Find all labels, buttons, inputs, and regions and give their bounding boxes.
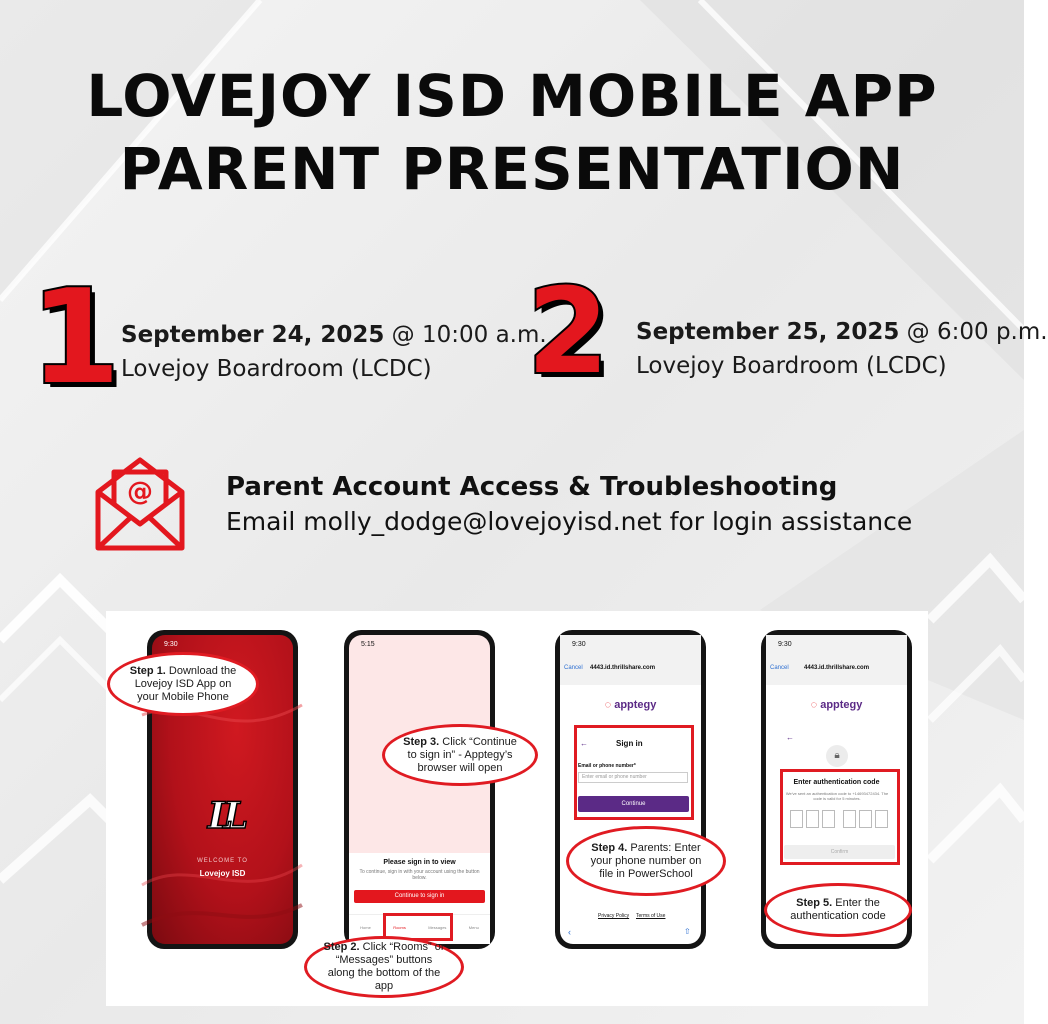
step-1-text: Download the Lovejoy ISD App on your Mobile Phone xyxy=(134,664,237,703)
title-line-1: LOVEJOY ISD MOBILE APP xyxy=(86,62,938,130)
step-4-label: Step 4. xyxy=(591,841,628,854)
step-3-text: Click “Continue to sign in” - Apptegy’s browser will open xyxy=(407,735,517,774)
session-1-time: @ 10:00 a.m. xyxy=(384,322,547,348)
back-arrow-icon-2[interactable]: ← xyxy=(786,733,794,742)
email-envelope-icon xyxy=(94,452,186,552)
step-4-callout xyxy=(566,826,726,896)
auth-code-heading: Enter authentication code xyxy=(793,779,880,786)
tab-home[interactable]: Home xyxy=(360,924,371,930)
tab-menu[interactable]: Menu xyxy=(468,924,479,930)
confirm-button[interactable]: Confirm xyxy=(784,845,895,859)
step-5-text: Enter the authentication code xyxy=(790,897,886,922)
apptegy-brand-text: apptegy xyxy=(614,699,657,711)
session-1-location: Lovejoy Boardroom (LCDC) xyxy=(121,356,432,382)
step-2-text: Click “Rooms” or “Messages” buttons along the bottom of the app xyxy=(327,941,445,992)
auth-code-description: We've sent an authentication code to +14693472434. The code is valid for 5 minutes. xyxy=(785,791,889,801)
steps-panel xyxy=(106,611,928,1006)
signin-heading: Please sign in to view xyxy=(383,859,456,866)
phone-2-screen xyxy=(349,635,490,944)
apptegy-logo-icon-2: ◌ xyxy=(810,699,818,711)
session-1-details xyxy=(121,318,547,386)
share-icon[interactable]: ⇧ xyxy=(684,927,691,936)
signin-highlight xyxy=(574,725,694,820)
continue-to-sign-in-button[interactable]: Continue to sign in xyxy=(354,890,485,903)
phone-2-time: 5:15 xyxy=(361,641,375,648)
terms-of-use-link[interactable]: Terms of Use xyxy=(636,913,666,919)
field-label: Email or phone number* xyxy=(578,763,636,769)
title-line-2: PARENT PRESENTATION xyxy=(119,135,905,203)
session-2-time: @ 6:00 p.m. xyxy=(899,319,1048,345)
step-2-label: Step 2. xyxy=(323,941,360,953)
session-2-date: September 25, 2025 xyxy=(636,319,900,345)
step-5-callout xyxy=(764,883,912,937)
step-3-label: Step 3. xyxy=(403,735,440,748)
tab-messages[interactable]: Messages xyxy=(428,924,447,930)
step-4-text: Parents: Enter your phone number on file in PowerSchool xyxy=(590,841,702,880)
auth-code-highlight xyxy=(780,769,900,865)
session-1-number: 1 xyxy=(30,261,121,413)
back-arrow-icon[interactable]: ← xyxy=(580,739,588,748)
signin-subtext: To continue, sign in with your account using the button below. xyxy=(359,869,480,881)
phone-1-time: 9:30 xyxy=(164,641,178,648)
phone-2 xyxy=(344,630,495,949)
continue-button[interactable]: Continue xyxy=(578,796,689,812)
contact-heading: Parent Account Access & Troubleshooting xyxy=(226,472,838,502)
email-or-phone-input[interactable]: Enter email or phone number xyxy=(578,772,688,783)
browser-cancel[interactable]: Cancel xyxy=(564,665,583,671)
browser-back-icon[interactable]: ‹ xyxy=(568,927,571,937)
session-2-details xyxy=(636,315,1048,383)
step-1-label: Step 1. xyxy=(129,664,166,677)
welcome-label: WELCOME TO xyxy=(197,858,248,864)
phone-3-time: 9:30 xyxy=(572,641,586,648)
step-3-callout xyxy=(382,724,538,786)
privacy-policy-link[interactable]: Privacy Policy xyxy=(598,913,630,919)
phone-4-time: 9:30 xyxy=(778,641,792,648)
session-2-number: 2 xyxy=(527,262,610,400)
app-name: Lovejoy ISD xyxy=(199,869,246,878)
browser-url-2: 4443.id.thrillshare.com xyxy=(804,665,870,671)
session-2-location: Lovejoy Boardroom (LCDC) xyxy=(636,353,947,379)
step-5-label: Step 5. xyxy=(796,897,833,909)
lovejoy-logo: LL xyxy=(207,795,239,837)
svg-text:@: @ xyxy=(127,477,153,507)
apptegy-brand-2 xyxy=(766,699,907,711)
apptegy-brand xyxy=(560,699,701,711)
step-1-callout xyxy=(107,652,259,716)
phone-3-screen xyxy=(560,635,701,944)
phone-3 xyxy=(555,630,706,949)
lock-icon: 🔒︎ xyxy=(826,745,848,767)
tab-rooms[interactable]: Rooms xyxy=(393,924,406,930)
apptegy-brand-text-2: apptegy xyxy=(820,699,863,711)
session-1-date: September 24, 2025 xyxy=(121,322,385,348)
browser-url: 4443.id.thrillshare.com xyxy=(590,665,656,671)
contact-block xyxy=(226,470,912,540)
apptegy-logo-icon: ◌ xyxy=(604,699,612,711)
signin-title: Sign in xyxy=(616,739,643,748)
browser-cancel-2[interactable]: Cancel xyxy=(770,665,789,671)
step-2-callout xyxy=(304,936,464,998)
contact-email-text: Email molly_dodge@lovejoyisd.net for login assistance xyxy=(226,507,913,536)
